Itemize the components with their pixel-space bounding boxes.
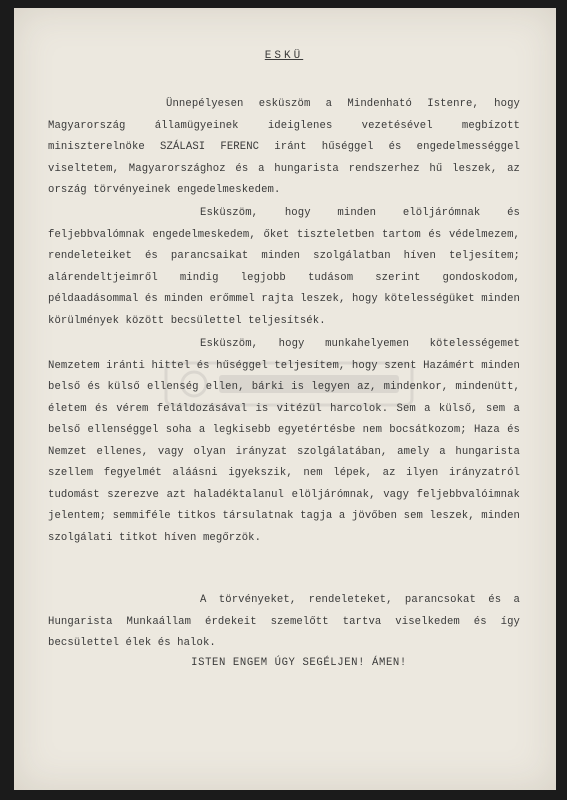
document-page	[14, 8, 556, 790]
paragraph-1	[48, 94, 520, 202]
paragraph-text: Esküszöm, hogy munkahelyemen kötelességemet Nemzetem iránti hittel és hűséggel teljesítem, hogy szent Hazámért minden belső és külső ellenség ellen, bárki is legyen az, mindenkor, mindenütt, életem és vérem feláldozásával is vitézül harcolok. Sem a külső, sem a belső ellenséggel soha a legkisebb egyetértésbe nem bocsátkozom; Haza és Nemzet ellenes, vagy olyan irányzat szolgálatában, amely a hungarista szellem fegyelmét aláásni igyekszik, nem lépek, az ilyen irányzatról tudomást szerezve azt haladéktalanul elöljárómnak, vagy feljebbvalóimnak jelentem; semmiféle titkos társulatnak tagja a jövőben sem leszek, minden szolgálati titkot híven megőrzök.	[48, 338, 520, 544]
paragraph-2	[48, 203, 520, 332]
paragraph-4	[48, 590, 520, 655]
closing-line: ISTEN ENGEM ÚGY SEGÉLJEN! ÁMEN!	[191, 657, 407, 669]
paragraph-text: Esküszöm, hogy minden elöljárómnak és feljebbvalómnak engedelmeskedem, őket tiszteletben tartom és védelmezem, rendeleteiket és parancsaikat minden szolgálatban híven teljesítem; alárendeltjeimről mindig legjobb tudásom szerint gondoskodom, példaadásommal és minden erőmmel rajta leszek, hogy kötelességüket minden körülmények között becsülettel teljesítsék.	[48, 207, 520, 327]
document-title: ESKÜ	[264, 50, 304, 62]
paragraph-text: A törvényeket, rendeleteket, parancsokat és a Hungarista Munkaállam érdekeit szemelőtt tartva viselkedem és így becsülettel élek és halok.	[48, 594, 520, 649]
paragraph-3	[48, 334, 520, 549]
paragraph-text: Ünnepélyesen esküszöm a Mindenható Istenre, hogy Magyarország államügyeinek ideiglenes vezetésével megbízott miniszterelnöke SZÁLASI FERENC iránt hűséggel és engedelmességgel viseltetem, Magyarországhoz és a hungarista rendszerhez hű leszek, az ország törvényeinek engedelmeskedem.	[48, 98, 520, 196]
